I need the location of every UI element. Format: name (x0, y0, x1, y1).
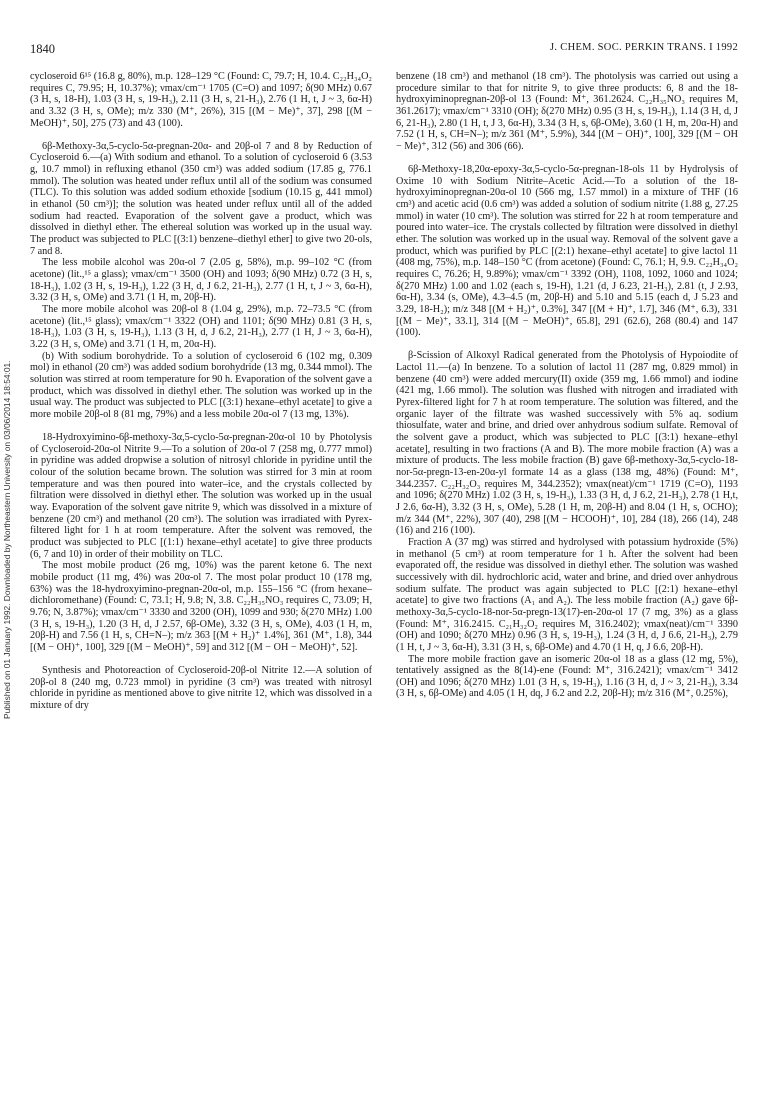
paragraph: (b) With sodium borohydride. To a solution of cycloseroid 6 (102 mg, 0.309 mol) in ethanol (20 cm³) was added sodium borohydride (13 mg, 0.344 mmol). The solution was stirred at room temperature for 90 h. Evaporation of the solvent gave a product, which was dissolved in diethyl ether. The solution was worked up in the usual way. The product was subjected to PLC [(3:1) hexane–ethyl acetate] to give a more mobile 20β-ol 8 (81 mg, 79%) and a less mobile 20α-ol 7 (13 mg, 13%). (30, 350, 372, 420)
page-header (30, 42, 738, 62)
paragraph: The more mobile fraction gave an isomeric 20α-ol 18 as a glass (12 mg, 5%), tentatively assigned as the 8(14)-ene (Found: M⁺, 316.2421); νmax/cm⁻¹ 3412 (OH) and 1096; δ(270 MHz) 1.01 (3 H, s, 19-H₃), 1.16 (3 H, d, J ~ 3, 21-H₃), 3.34 (3 H, s, 6β-OMe) and 4.05 (1 H, dq, J 6.2 and 2.2, 20β-H); m/z 316 (M⁺, 0.25%), (396, 653, 738, 700)
paragraph: Synthesis and Photoreaction of Cycloseroid-20β-ol Nitrite 12.—A solution of 20β-ol 8 (240 mg, 0.723 mmol) in pyridine (3 cm³) was treated with nitrosyl chloride in pyridine as mentioned above to give nitrite 12, which was dissolved in a mixture of dry (30, 665, 372, 711)
paragraph: benzene (18 cm³) and methanol (18 cm³). The photolysis was carried out using a procedure similar to that for nitrite 9, to give three products: 6, 8 and the 18-hydroxyiminopregnan-20β-ol 13 (Found: M⁺, 361.2624. C₂₂H₃₅NO₃ requires M, 361.2617); νmax/cm⁻¹ 3310 (OH); δ(270 MHz) 0.95 (3 H, s, 19-H₃), 1.14 (3 H, d, J 6, 21-H₃), 2.80 (1 H, t, J 3, 6α-H), 3.34 (3 H, s, 6β-OMe), 3.60 (1 H, m, 20α-H) and 7.52 (1 H, s, CH=N–); m/z 361 (M⁺, 5.9%), 344 [(M − OH)⁺, 100], 329 [(M − OH − Me)⁺, 312 (56) and 306 (66). (396, 71, 738, 152)
paragraph: β-Scission of Alkoxyl Radical generated from the Photolysis of Hypoiodite of Lactol 11.—(a) In benzene. To a solution of lactol 11 (287 mg, 0.829 mmol) in benzene (40 cm³) were added mercury(II) oxide (359 mg, 1.66 mmol) and iodine (421 mg, 1.66 mmol). The solution was flushed with nitrogen and irradiated with Pyrex-filtered light for 7 h at room temperature. The solution was filtered, and the organic layer of the filtrate was washed successively with 5% aq. sodium thiosulfate, water and brine, and dried over anhydrous sodium sulfate. Removal of the solvent gave a product, which was subjected to PLC [(3:1) hexane–ethyl acetate], resulting in two fractions (A and B). The more mobile fraction (A) was a mixture of products. The less mobile fraction (B) gave 6β-methoxy-3α,5-cyclo-18-nor-5α-pregn-13-en-20α-yl formate 14 as a glass (138 mg, 48%) (Found: M⁺, 344.2357. C₂₂H₃₂O₃ requires M, 344.2352); νmax(neat)/cm⁻¹ 1719 (C=O), 1193 and 1096; δ(270 MHz) 1.02 (3 H, s, 19-H₃), 1.33 (3 H, d, J 6.2, 21-H₃), 2.78 (1 H,t, J 2.6, 6α-H), 3.32 (3 H, s, OMe), 5.28 (1 H, m, 20β-H) and 8.04 (1 H, s, OCHO); m/z 344 (M⁺, 22%), 307 (40), 298 [(M − HCOOH)⁺, 10], 284 (18), 266 (14), 248 (16) and 216 (100). (396, 350, 738, 537)
paragraph: cycloseroid 6¹⁵ (16.8 g, 80%), m.p. 128–129 °C (Found: C, 79.7; H, 10.4. C₂₂H₃₄O₂ requires C, 79.95; H, 10.37%); νmax/cm⁻¹ 1705 (C=O) and 1097; δ(90 MHz) 0.67 (3 H, s, 18-H), 1.03 (3 H, s, 19-H₃), 2.11 (3 H, s, 21-H₃), 2.76 (1 H, t, J ~ 3, 6α-H) and 3.32 (3 H, s, OMe); m/z 330 (M⁺, 26%), 315 [(M − Me)⁺, 37], 298 [(M − MeOH)⁺, 50], 275 (73) and 43 (100). (30, 71, 372, 129)
paragraph: 6β-Methoxy-18,20α-epoxy-3α,5-cyclo-5α-pregnan-18-ols 11 by Hydrolysis of Oxime 10 with Sodium Nitrite–Acetic Acid.—To a solution of the 18-hydroxyiminopregnan-20α-ol 10 (566 mg, 1.57 mmol) in a mixture of THF (16 cm³) and acetic acid (0.6 cm³) was added a solution of sodium nitrite (1.88 g, 27.25 mmol) in water (10 cm³). The solution was stirred for 22 h at room temperature and poured into water–ice. The crystals collected by filtration were dissolved in diethyl ether. The solution was worked up in the usual way. Removal of the solvent gave a product, which was purified by PLC [(2:1) hexane–ethyl acetate] to give lactol 11 (408 mg, 75%), m.p. 148–150 °C (from acetone) (Found: C, 76.1; H, 9.9. C₂₂H₃₄O₂ requires C, 76.26; H, 9.89%); νmax/cm⁻¹ 3392 (OH), 1108, 1092, 1060 and 1024; δ(270 MHz) 1.00 and 1.02 (each s, 19-H), 1.21 (d, J 6.23, 21-H₃), 2.81 (t, J 2.93, 6α-H), 3.34 (s, OMe), 4.3–4.5 (m, 20β-H) and 5.10 and 5.15 (each d, J 5.23 and 3.29, 18-H₂); m/z 348 [(M + H₂)⁺, 0.3%], 347 [(M + H)⁺, 1.7], 346 (M⁺, 6.3), 331 [(M − Me)⁺, 33.1], 314 [(M − MeOH)⁺, 65.8], 291 (62.6), 268 (80.4) and 147 (100). (396, 164, 738, 339)
left-column (30, 71, 372, 712)
paragraph: 18-Hydroxyimino-6β-methoxy-3α,5-cyclo-5α-pregnan-20α-ol 10 by Photolysis of Cycloseroid-20α-ol Nitrite 9.—To a solution of 20α-ol 7 (258 mg, 0.777 mmol) in pyridine was added dropwise a solution of nitrosyl chloride in pyridine until the colour of the solution became brown. The solution was stirred for 3 min at room temperature and was then poured into water–ice, and the crystals collected by filtration were dissolved in diethyl ether. The solution was worked up in the usual way. Evaporation of the solvent gave nitrite 9, which was dissolved in a mixture of benzene (20 cm³) and methanol (20 cm³). The solution was irradiated with Pyrex-filtered light for 1 h at room temperature. After the solvent was removed, the product was subjected to PLC [(1:1) hexane–ethyl acetate] to give three products (6, 7 and 10) in order of their mobility on TLC. (30, 432, 372, 560)
download-watermark: Published on 01 January 1992. Downloaded by Northeastern University on 03/06/2014 18:54:01. (2, 360, 12, 720)
paragraph: The most mobile product (26 mg, 10%) was the parent ketone 6. The next mobile product (11 mg, 4%) was 20α-ol 7. The most polar product 10 (178 mg, 63%) was the 18-hydroxyimino-pregnan-20α-ol, m.p. 155–156 °C (from hexane–dichloromethane) (Found: C, 73.1; H, 9.8; N, 3.8. C₂₂H₃₅NO₃ requires C, 73.09; H, 9.76; N, 3.87%); νmax/cm⁻¹ 3330 and 3200 (OH), 1099 and 930; δ(270 MHz) 1.00 (3 H, s, 19-H₃), 1.20 (3 H, d, J 2.57, 6β-OMe), 3.32 (3 H, s, OMe), 4.03 (1 H, m, 20β-H) and 7.56 (1 H, s, CH=N–); m/z 363 [(M + H₂)⁺ 1.4%], 361 (M⁺, 1.8), 344 [(M − OH)⁺, 100], 329 [(M − MeOH)⁺, 59] and 312 [(M − OH − MeOH)⁺, 52]. (30, 560, 372, 653)
right-column (396, 71, 738, 700)
paragraph: Fraction A (37 mg) was stirred and hydrolysed with potassium hydroxide (5%) in methanol (5 cm³) at room temperature for 1 h. After the solvent had been evaporated off, the residue was dissolved in diethyl ether. The solution was washed successively with dil. hydrochloric acid, water and brine, and dried over anhydrous sodium sulfate. The product was again subjected to PLC [(2:1) hexane–ethyl acetate] to give two fractions (A₁ and A₂). The less mobile fraction (A₂) gave 6β-methoxy-3α,5-cyclo-18-nor-5α-pregn-13(17)-en-20α-ol 17 (7 mg, 3%) as a glass (Found: M⁺, 316.2415. C₂₁H₃₂O₂ requires M, 316.2402); νmax(neat)/cm⁻¹ 3390 (OH) and 1090; δ(270 MHz) 0.96 (3 H, s, 19-H₃), 1.24 (3 H, d, J 6.6, 21-H₃), 2.79 (1 H, t, J ~ 3, 6α-H), 3.31 (3 H, s, 6β-OMe) and 4.70 (1 H, q, J 6.6, 20β-H). (396, 536, 738, 653)
journal-header: J. CHEM. SOC. PERKIN TRANS. I 1992 (550, 42, 738, 53)
paragraph: The less mobile alcohol was 20α-ol 7 (2.05 g, 58%), m.p. 99–102 °C (from acetone) (lit.,¹⁵ a glass); νmax/cm⁻¹ 3500 (OH) and 1093; δ(90 MHz) 0.72 (3 H, s, 18-H₃), 1.02 (3 H, s, 19-H₃), 1.22 (3 H, d, J 6.2, 21-H₃), 2.77 (1 H, t, J ~ 3, 6α-H), 3.32 (3 H, s, OMe) and 3.71 (1 H, m, 20β-H). (30, 257, 372, 304)
paragraph: The more mobile alcohol was 20β-ol 8 (1.04 g, 29%), m.p. 72–73.5 °C (from acetone) (lit.,¹⁵ glass); νmax/cm⁻¹ 3322 (OH) and 1101; δ(90 MHz) 0.81 (3 H, s, 18-H₃), 1.03 (3 H, s, 19-H₃), 1.13 (3 H, d, J 6.2, 21-H₃), 2.77 (1 H, J ~ 3, 6α-H), 3.22 (3 H, s, OMe) and 3.71 (1 H, m, 20α-H). (30, 303, 372, 350)
page-number: 1840 (30, 42, 55, 56)
paragraph: 6β-Methoxy-3α,5-cyclo-5α-pregnan-20α- and 20β-ol 7 and 8 by Reduction of Cycloseroid 6.—(a) With sodium and ethanol. To a solution of cycloseroid 6 (3.53 g, 10.7 mmol) in refluxing ethanol (350 cm³) was added sodium (17.85 g, 776.1 mmol). The solution was heated under reflux until all of the sodium was consumed (TLC). To this solution was added sodium ethoxide [sodium (10.15 g, 441 mmol) in ethanol (50 cm³)]; the solution was heated under reflux until all of the added sodium had reacted. Evaporation of the solvent gave a product, which was dissolved in diethyl ether. The ethereal solution was worked up in the usual way. The product was subjected to PLC [(3:1) benzene–diethyl ether] to give two 20-ols, 7 and 8. (30, 140, 372, 257)
